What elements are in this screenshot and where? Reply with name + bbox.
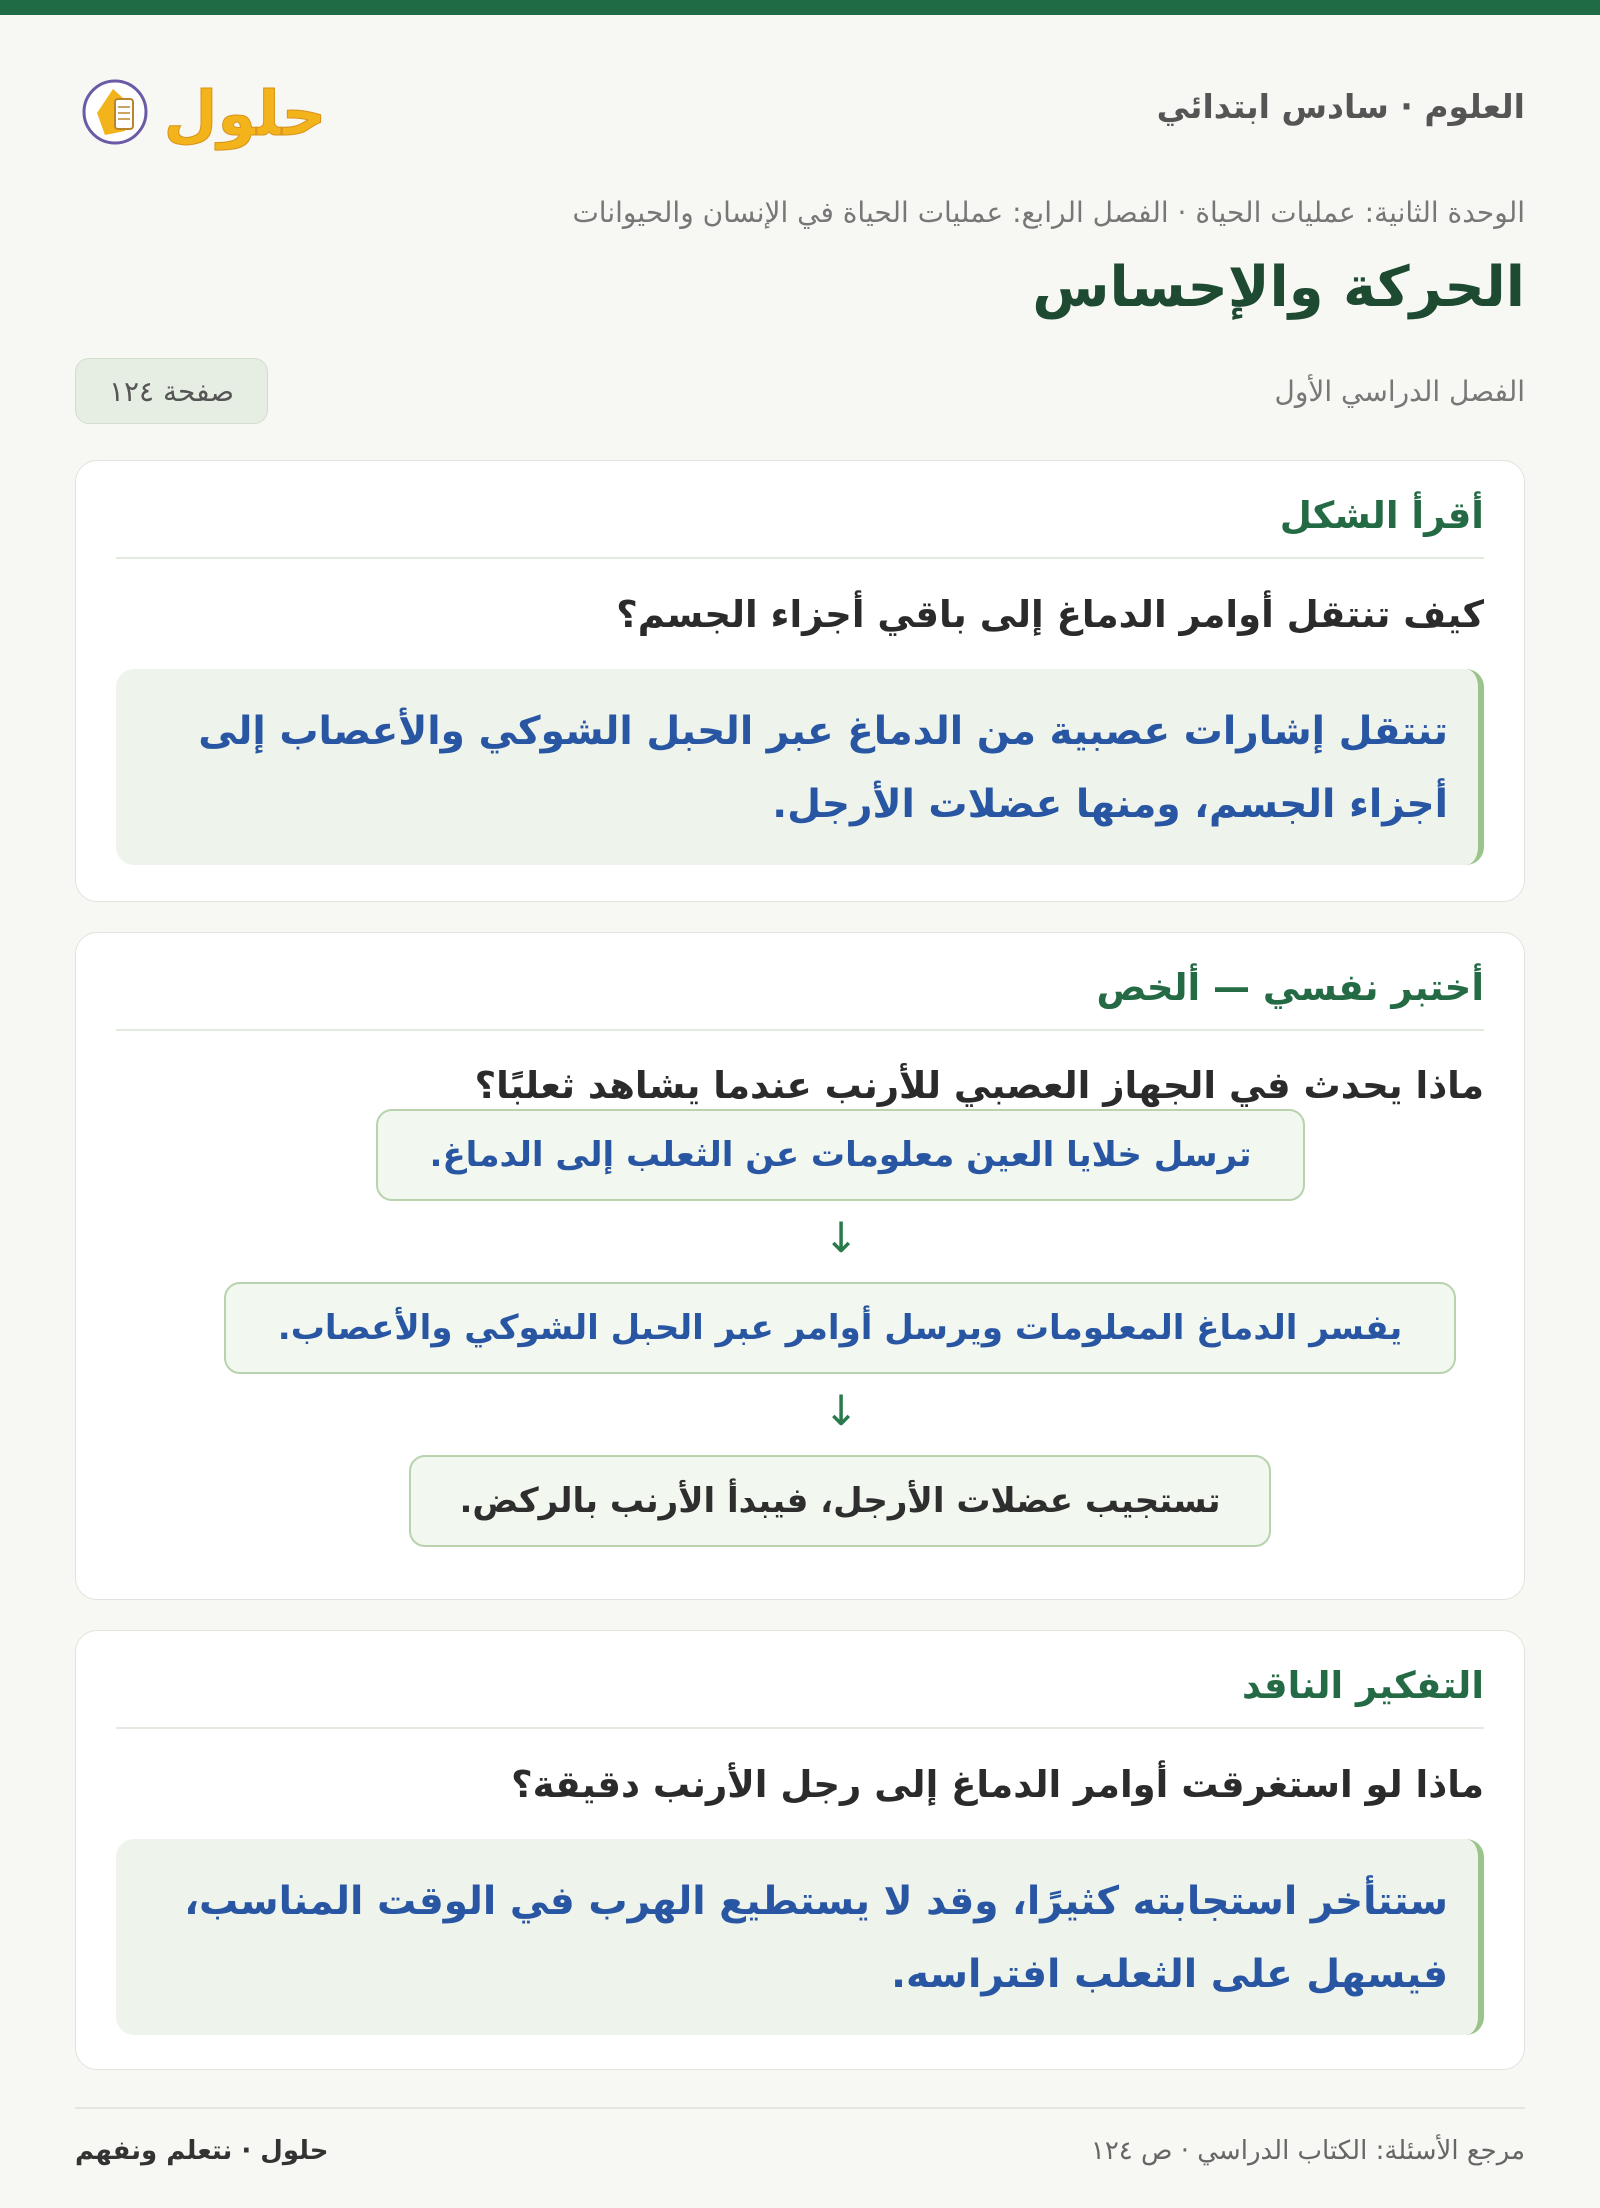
page-title: الحركة والإحساس <box>1032 255 1525 320</box>
section-heading: أقرأ الشكل <box>116 461 1484 559</box>
logo-text: حلول <box>163 77 327 150</box>
section-heading: التفكير الناقد <box>116 1631 1484 1729</box>
down-arrow-icon: ↓ <box>823 1386 859 1435</box>
subject-grade: العلوم · سادس ابتدائي <box>1156 87 1525 126</box>
answer-box: ستتأخر استجابته كثيرًا، وقد لا يستطيع الهرب في الوقت المناسب، فيسهل على الثعلب افتراسه. <box>116 1839 1484 2035</box>
page-number-badge: صفحة ١٢٤ <box>75 358 268 424</box>
site-logo[interactable] <box>75 55 335 165</box>
question-text: كيف تنتقل أوامر الدماغ إلى باقي أجزاء الجسم؟ <box>616 593 1484 636</box>
breadcrumb: الوحدة الثانية: عمليات الحياة · الفصل الرابع: عمليات الحياة في الإنسان والحيوانات <box>572 196 1525 229</box>
flow-step-muscles: تستجيب عضلات الأرجل، فيبدأ الأرنب بالركض. <box>409 1455 1271 1547</box>
flow-step-brain: يفسر الدماغ المعلومات ويرسل أوامر عبر الحبل الشوكي والأعصاب. <box>224 1282 1456 1374</box>
question-text: ماذا لو استغرقت أوامر الدماغ إلى رجل الأرنب دقيقة؟ <box>511 1763 1484 1806</box>
critical-thinking-card <box>75 1630 1525 2070</box>
flow-step-eye: ترسل خلايا العين معلومات عن الثعلب إلى الدماغ. <box>376 1109 1305 1201</box>
page-header <box>75 55 1525 165</box>
nervous-flow-diagram <box>116 1107 1484 1547</box>
logo-icon <box>75 55 335 165</box>
answer-box: تنتقل إشارات عصبية من الدماغ عبر الحبل الشوكي والأعصاب إلى أجزاء الجسم، ومنها عضلات الأرجل. <box>116 669 1484 865</box>
top-accent-bar <box>0 0 1600 15</box>
down-arrow-icon: ↓ <box>823 1213 859 1262</box>
term-label: الفصل الدراسي الأول <box>1274 375 1525 408</box>
section-heading: أختبر نفسي — ألخص <box>116 933 1484 1031</box>
read-figure-card <box>75 460 1525 902</box>
summary-card <box>75 932 1525 1600</box>
question-text: ماذا يحدث في الجهاز العصبي للأرنب عندما يشاهد ثعلبًا؟ <box>474 1064 1484 1107</box>
footer-divider <box>75 2107 1525 2109</box>
footer-reference: مرجع الأسئلة: الكتاب الدراسي · ص ١٢٤ <box>1090 2136 1525 2166</box>
footer-brand[interactable]: حلول · نتعلم ونفهم <box>75 2136 329 2166</box>
